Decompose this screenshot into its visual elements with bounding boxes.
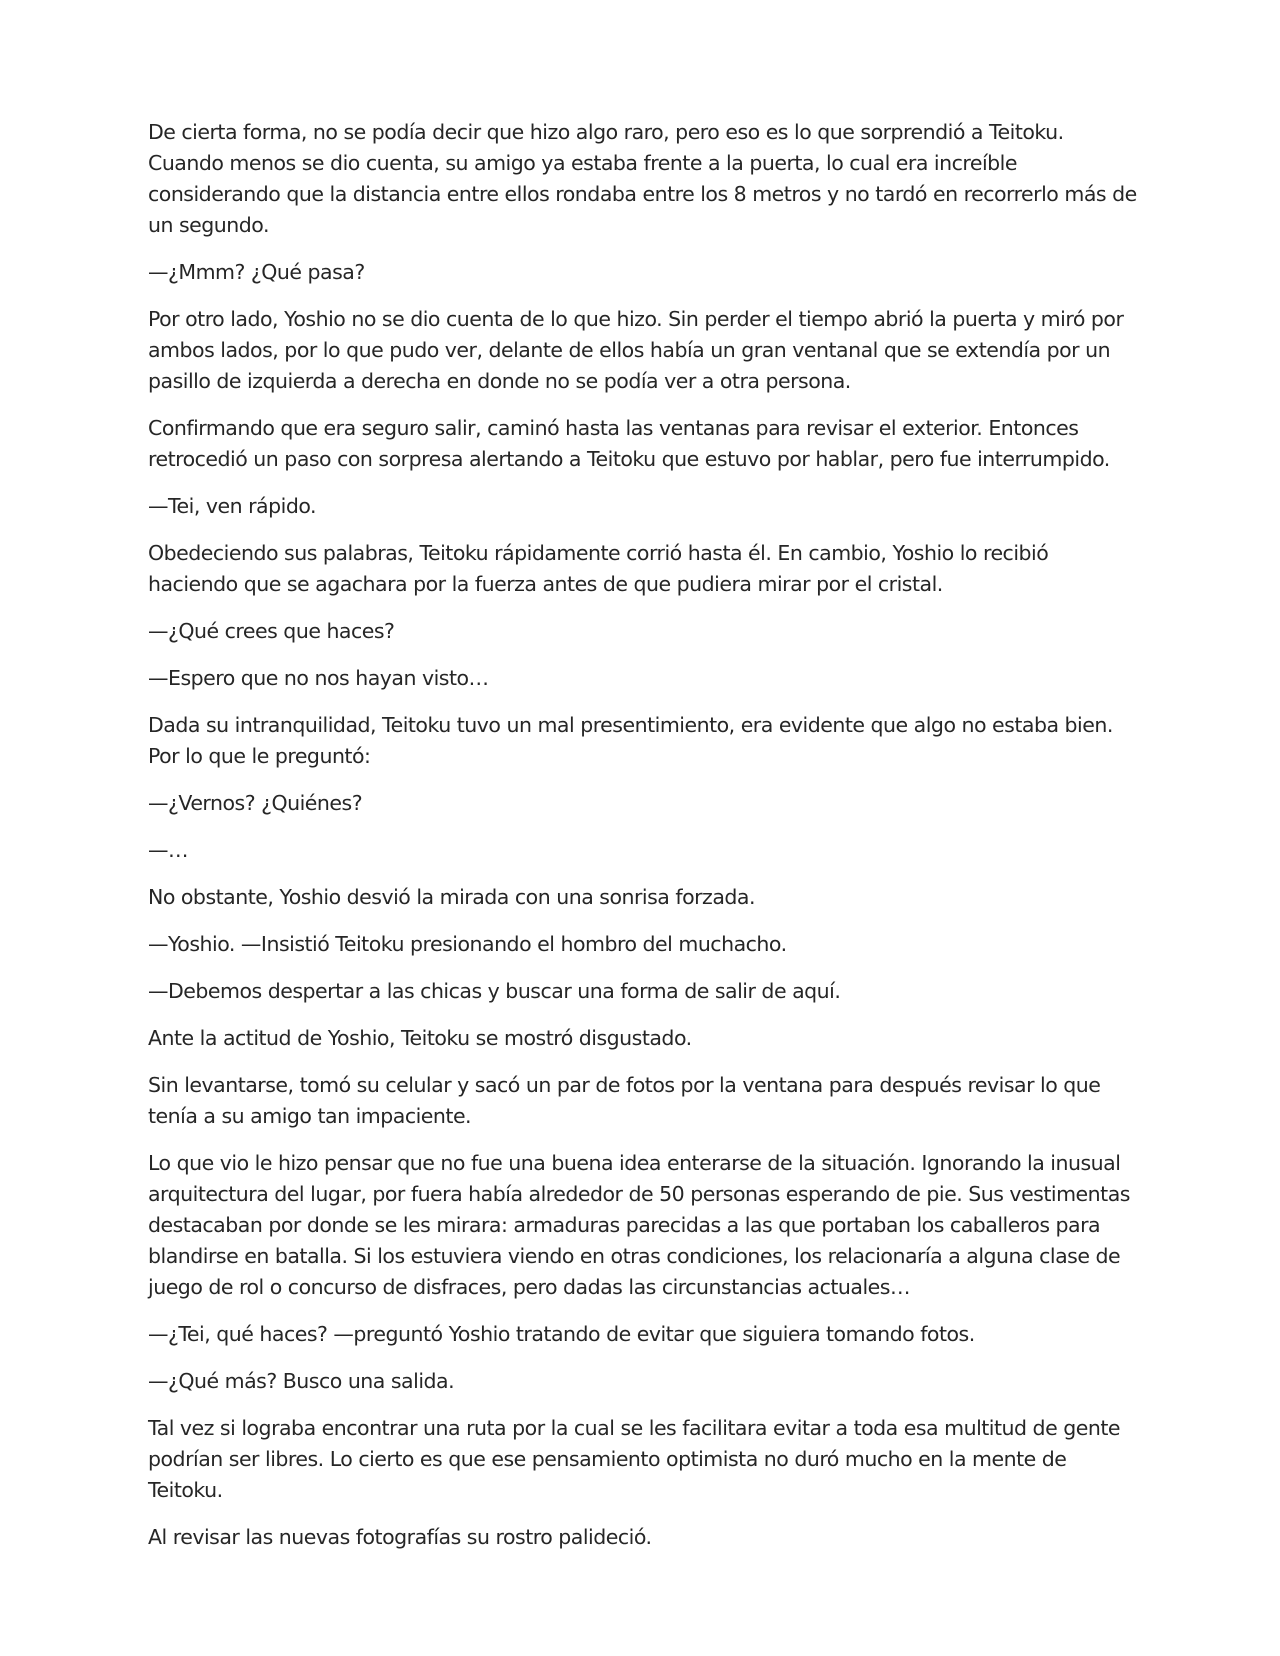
paragraph: Por otro lado, Yoshio no se dio cuenta de lo que hizo. Sin perder el tiempo abrió la puerta y miró por ambos lados, por lo que pudo ver, delante de ellos había un gran ventanal que se extendía por un pasillo de izquierda a derecha en donde no se podía ver a otra persona. (148, 307, 1124, 393)
dialogue-line: —Tei, ven rápido. (148, 494, 317, 518)
dialogue-line: —Debemos despertar a las chicas y buscar una forma de salir de aquí. (148, 979, 841, 1003)
dialogue-line: —¿Qué crees que haces? (148, 619, 395, 643)
paragraph: No obstante, Yoshio desvió la mirada con una sonrisa forzada. (148, 885, 755, 909)
dialogue-line: —¿Tei, qué haces? —preguntó Yoshio tratando de evitar que siguiera tomando fotos. (148, 1322, 975, 1346)
paragraph: Confirmando que era seguro salir, caminó hasta las ventanas para revisar el exterior. Entonces retrocedió un paso con sorpresa alertando a Teitoku que estuvo por hablar, pero fue interrumpido. (148, 416, 1110, 471)
paragraph: Lo que vio le hizo pensar que no fue una buena idea enterarse de la situación. Ignorando la inusual arquitectura del lugar, por fuera había alrededor de 50 personas esperando de pie. Sus vestimentas destacaban por donde se les mirara: armaduras parecidas a las que portaban los caballeros para blandirse en batalla. Si los estuviera viendo en otras condiciones, los relacionaría a alguna clase de juego de rol o concurso de disfraces, pero dadas las circunstancias actuales… (148, 1151, 1130, 1299)
paragraph: De cierta forma, no se podía decir que hizo algo raro, pero eso es lo que sorprendió a Teitoku. Cuando menos se dio cuenta, su amigo ya estaba frente a la puerta, lo cual era increíble considerando que la distancia entre ellos rondaba entre los 8 metros y no tardó en recorrerlo más de un segundo. (148, 120, 1137, 237)
paragraph: Sin levantarse, tomó su celular y sacó un par de fotos por la ventana para después revisar lo que tenía a su amigo tan impaciente. (148, 1073, 1101, 1128)
dialogue-line: —… (148, 838, 188, 862)
dialogue-line: —¿Mmm? ¿Qué pasa? (148, 260, 365, 284)
paragraph: Dada su intranquilidad, Teitoku tuvo un mal presentimiento, era evidente que algo no estaba bien. Por lo que le preguntó: (148, 713, 1113, 768)
paragraph: Tal vez si lograba encontrar una ruta por la cual se les facilitara evitar a toda esa multitud de gente podrían ser libres. Lo cierto es que ese pensamiento optimista no duró mucho en la mente de Teitoku. (148, 1416, 1120, 1502)
paragraph: Al revisar las nuevas fotografías su rostro palideció. (148, 1525, 652, 1549)
dialogue-line: —Espero que no nos hayan visto… (148, 666, 489, 690)
document-body (148, 117, 1138, 1569)
dialogue-line: —Yoshio. —Insistió Teitoku presionando el hombro del muchacho. (148, 932, 787, 956)
dialogue-line: —¿Vernos? ¿Quiénes? (148, 791, 363, 815)
dialogue-line: —¿Qué más? Busco una salida. (148, 1369, 455, 1393)
paragraph: Ante la actitud de Yoshio, Teitoku se mostró disgustado. (148, 1026, 692, 1050)
paragraph: Obedeciendo sus palabras, Teitoku rápidamente corrió hasta él. En cambio, Yoshio lo recibió haciendo que se agachara por la fuerza antes de que pudiera mirar por el cristal. (148, 541, 1049, 596)
